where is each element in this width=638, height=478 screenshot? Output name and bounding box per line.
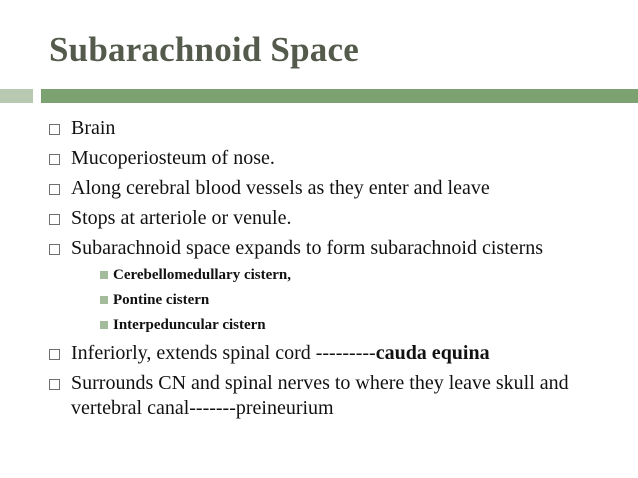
bullet-text: Surrounds CN and spinal nerves to where they leave skull and vertebral canal-------preineurium xyxy=(71,372,569,419)
bullet-item xyxy=(47,146,627,171)
slide-title: Subarachnoid Space xyxy=(49,30,359,69)
sub-bullet-item xyxy=(47,290,627,310)
title-rule-accent-left xyxy=(0,89,33,103)
bullet-item xyxy=(47,341,627,366)
sub-bullet-list xyxy=(47,265,627,335)
checkbox-bullet-icon xyxy=(49,154,60,165)
bullet-text: Inferiorly, extends spinal cord --------- xyxy=(71,342,376,364)
bullet-text: Brain xyxy=(71,117,116,139)
checkbox-bullet-icon xyxy=(49,184,60,195)
sub-bullet-text: Cerebellomedullary cistern, xyxy=(113,267,292,283)
bullet-item xyxy=(47,206,627,231)
sub-bullet-text: Pontine cistern xyxy=(113,292,210,308)
checkbox-bullet-icon xyxy=(49,124,60,135)
title-rule xyxy=(41,89,638,103)
bullet-item xyxy=(47,176,627,201)
bullet-text: Subarachnoid space expands to form subarachnoid cisterns xyxy=(71,237,544,259)
checkbox-bullet-icon xyxy=(49,214,60,225)
bullet-text-emphasis: cauda equina xyxy=(375,342,490,364)
square-bullet-icon xyxy=(100,321,108,329)
bullet-item xyxy=(47,236,627,261)
bullet-list xyxy=(47,116,627,426)
checkbox-bullet-icon xyxy=(49,379,60,390)
bullet-text: Stops at arteriole or venule. xyxy=(71,207,292,229)
sub-bullet-text: Interpeduncular cistern xyxy=(113,317,266,333)
bullet-item xyxy=(47,371,627,421)
bullet-text: Along cerebral blood vessels as they enter and leave xyxy=(71,177,490,199)
square-bullet-icon xyxy=(100,296,108,304)
checkbox-bullet-icon xyxy=(49,349,60,360)
sub-bullet-item xyxy=(47,265,627,285)
square-bullet-icon xyxy=(100,271,108,279)
bullet-text: Mucoperiosteum of nose. xyxy=(71,147,275,169)
sub-bullet-item xyxy=(47,315,627,335)
checkbox-bullet-icon xyxy=(49,244,60,255)
bullet-item xyxy=(47,116,627,141)
